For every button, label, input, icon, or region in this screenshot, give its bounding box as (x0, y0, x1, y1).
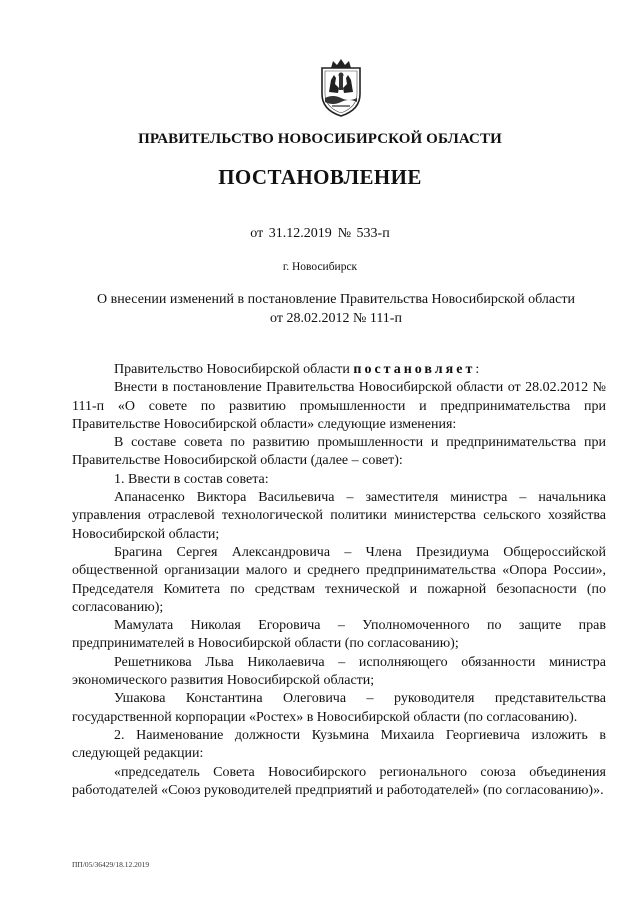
preamble-start: Правительство Новосибирской области (114, 362, 354, 377)
subject-line-2: от 28.02.2012 № 111-п (270, 311, 402, 326)
body-paragraph: 1. Ввести в состав совета: (114, 471, 269, 487)
body-paragraph: Решетникова Льва Николаевича – исполняющего обязанности министра экономического развития Новосибирской области; (72, 654, 606, 689)
document-city: г. Новосибирск (282, 261, 358, 273)
document-type: ПОСТАНОВЛЕНИЕ (218, 165, 422, 189)
subject-line-1: О внесении изменений в постановление Правительства Новосибирской области (97, 292, 575, 307)
document-meta (0, 226, 640, 242)
document-date: от 31.12.2019 (250, 226, 332, 241)
preamble (72, 361, 606, 379)
body-paragraph: Апанасенко Виктора Васильевича – заместителя министра – начальника управления отраслевой технологической политики министерства сельского хозяйства Новосибирской области; (72, 490, 606, 542)
preamble-verb: постановляет (353, 362, 476, 377)
body-paragraph: 2. Наименование должности Кузьмина Михаила Георгиевича изложить в следующей редакции: (72, 727, 606, 762)
body-paragraph: Брагина Сергея Александровича – Члена Президиума Общероссийской общественной организации малого и среднего предпринимательства «Опора России», Председателя Комитета по средствам технической и пожарной безопасности (по согласованию); (72, 544, 606, 615)
coat-of-arms-icon (316, 58, 366, 118)
body-paragraph: «председатель Совета Новосибирского регионального союза объединения работодателей «Союз руководителей предприятий и работодателей» (по согласованию)». (72, 764, 606, 798)
government-name: ПРАВИТЕЛЬСТВО НОВОСИБИРСКОЙ ОБЛАСТИ (138, 131, 502, 147)
footer-code: ПП/05/36429/18.12.2019 (72, 860, 150, 869)
preamble-end: : (475, 362, 480, 377)
document-body (72, 361, 606, 800)
document-subject (68, 290, 604, 328)
document-number: № 533-п (337, 226, 390, 241)
body-paragraph: Ушакова Константина Олеговича – руководителя представительства государственной корпорации «Ростех» в Новосибирской области (по согласованию). (72, 691, 606, 725)
body-paragraph: Внести в постановление Правительства Новосибирской области от 28.02.2012 № 111-п «О совете по развитию промышленности и предпринимательства при Правительстве Новосибирской области» следующие изменения: (72, 380, 606, 432)
body-paragraph: В составе совета по развитию промышленности и предпринимательства при Правительстве Новосибирской области (далее – совет): (72, 435, 606, 469)
body-paragraph: Мамулата Николая Егоровича – Уполномоченного по защите прав предпринимателей в Новосибирской области (по согласованию); (72, 618, 606, 652)
